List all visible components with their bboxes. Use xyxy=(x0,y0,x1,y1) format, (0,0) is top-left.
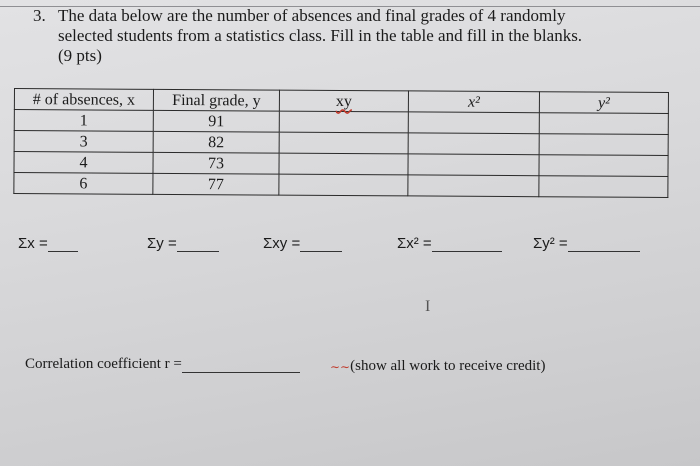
sum-xy-blank[interactable] xyxy=(300,237,342,252)
cell-x-squared[interactable] xyxy=(408,112,539,134)
correlation-blank[interactable] xyxy=(182,358,300,373)
question-text xyxy=(58,6,658,66)
sum-y-blank[interactable] xyxy=(177,237,219,252)
header-absences: # of absences, x xyxy=(14,89,153,111)
cell-x: 1 xyxy=(14,110,153,132)
cell-y: 82 xyxy=(153,131,279,153)
header-xy xyxy=(279,90,408,112)
cell-y-squared[interactable] xyxy=(539,176,668,198)
cell-x: 4 xyxy=(14,152,153,174)
text-cursor-icon: I xyxy=(425,298,431,315)
cell-y: 77 xyxy=(153,173,279,195)
cell-x-squared[interactable] xyxy=(408,154,539,176)
sum-xy xyxy=(263,235,342,252)
header-x-squared: x² xyxy=(408,91,539,113)
correlation-line xyxy=(25,356,300,373)
squiggle-mark-icon: ∼∼ xyxy=(330,360,351,374)
work-note-text: (show all work to receive credit) xyxy=(350,358,546,374)
cell-xy[interactable] xyxy=(279,153,408,175)
question-line-3: (9 pts) xyxy=(58,46,102,65)
cell-x-squared[interactable] xyxy=(408,133,539,155)
work-note xyxy=(330,358,545,375)
header-final-grade: Final grade, y xyxy=(153,89,279,111)
sum-xy-label: Σxy = xyxy=(263,235,301,252)
sum-x-label: Σx = xyxy=(18,235,48,252)
sum-x-blank[interactable] xyxy=(48,237,78,252)
sum-x-squared-blank[interactable] xyxy=(432,237,502,252)
sum-y-squared xyxy=(533,235,640,252)
cell-y-squared[interactable] xyxy=(539,134,668,156)
sum-x xyxy=(18,235,78,252)
sum-y-squared-label: Σy² = xyxy=(533,235,568,252)
header-xy-label: xy xyxy=(335,92,352,110)
cell-xy[interactable] xyxy=(279,111,408,133)
cell-xy[interactable] xyxy=(279,132,408,154)
question-line-1: The data below are the number of absences and final grades of 4 randomly xyxy=(58,6,566,25)
data-table xyxy=(13,88,669,198)
question-number: 3. xyxy=(33,6,46,25)
cell-x-squared[interactable] xyxy=(408,175,539,197)
sum-blanks xyxy=(0,235,700,265)
cell-y-squared[interactable] xyxy=(539,155,668,177)
correlation-label: Correlation coefficient r = xyxy=(25,356,182,372)
cell-y-squared[interactable] xyxy=(539,113,668,135)
cell-y: 73 xyxy=(153,152,279,174)
header-y-squared: y² xyxy=(539,92,668,114)
cell-xy[interactable] xyxy=(279,174,408,196)
sum-x-squared-label: Σx² = xyxy=(397,235,432,252)
sum-y-squared-blank[interactable] xyxy=(568,237,640,252)
table-row xyxy=(14,173,668,198)
question-line-2: selected students from a statistics class. Fill in the table and fill in the blanks. xyxy=(58,26,583,45)
sum-y xyxy=(147,235,219,252)
cell-y: 91 xyxy=(153,110,279,132)
cell-x: 6 xyxy=(14,173,153,195)
sum-x-squared xyxy=(397,235,502,252)
cell-x: 3 xyxy=(14,131,153,153)
sum-y-label: Σy = xyxy=(147,235,177,252)
